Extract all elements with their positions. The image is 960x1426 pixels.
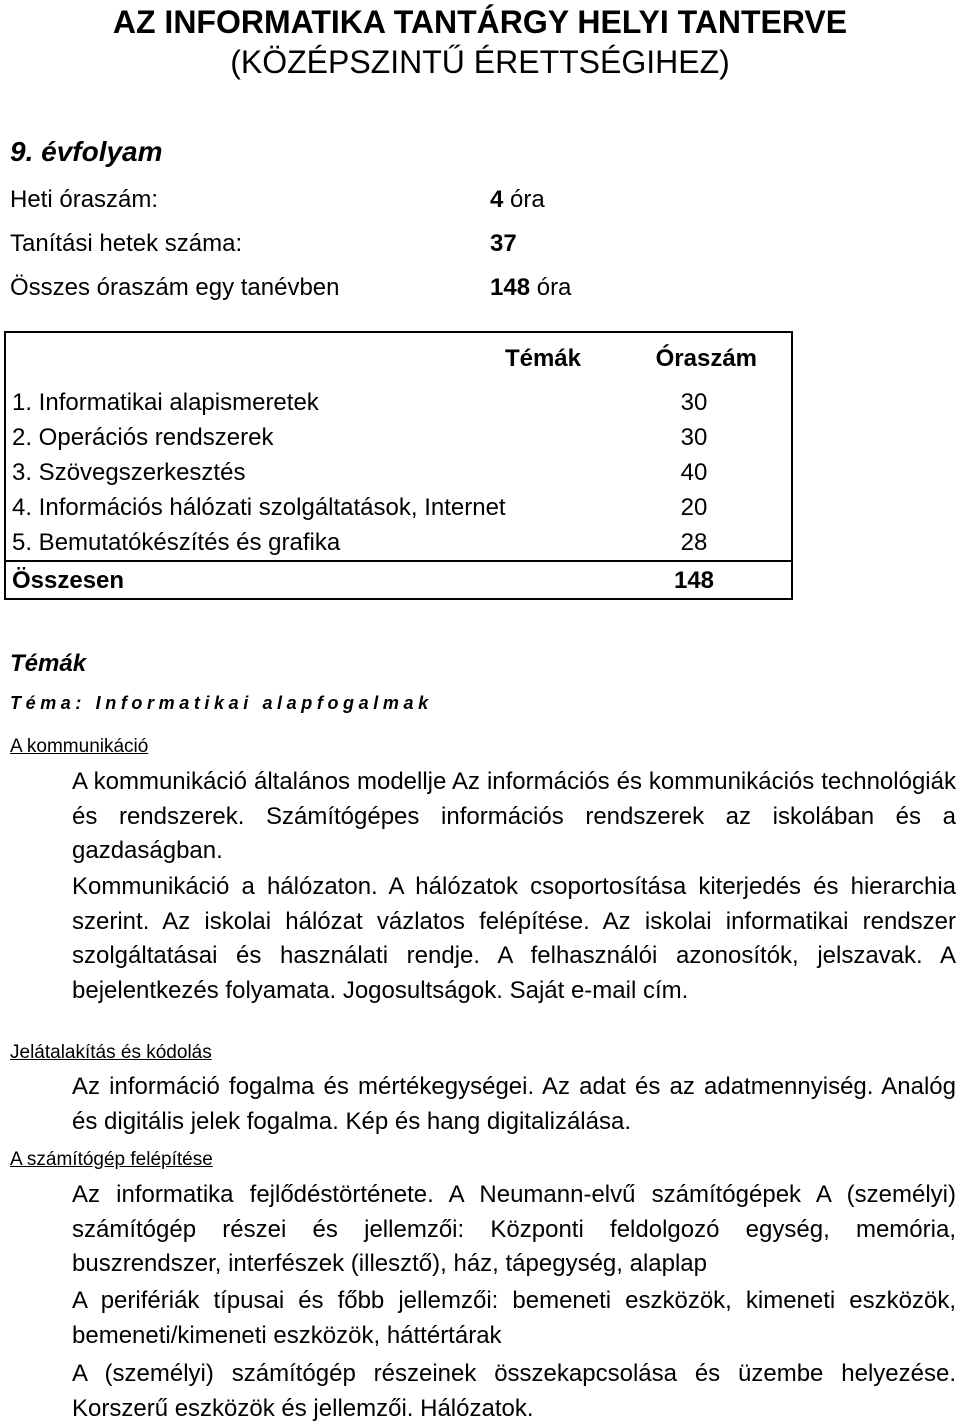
weekly-hours-unit: óra [503, 186, 545, 213]
table-row [5, 490, 792, 525]
table-row [5, 385, 792, 420]
section-heading-communication: A kommunikáció [10, 736, 149, 757]
theme-title: Téma: Informatikai alapfogalmak [10, 693, 433, 713]
row-topic: 3. Szövegszerkesztés [12, 459, 246, 486]
weekly-hours-label: Heti óraszám: [10, 186, 159, 213]
teaching-weeks-label: Tanítási hetek száma: [10, 230, 243, 257]
table-header-row [5, 332, 792, 385]
row-topic: 2. Operációs rendszerek [12, 424, 274, 451]
row-hours: 30 [680, 389, 708, 416]
document-title: AZ INFORMATIKA TANTÁRGY HELYI TANTERVE [112, 4, 848, 40]
topics-heading: Témák [10, 650, 87, 677]
section-heading-encoding: Jelátalakítás és kódolás [10, 1042, 212, 1063]
row-hours: 28 [680, 529, 708, 556]
document-subtitle: (KÖZÉPSZINTŰ ÉRETTSÉGIHEZ) [230, 44, 730, 80]
weekly-hours-value: 4 [490, 186, 504, 213]
table-row [5, 420, 792, 455]
paragraph: A kommunikáció általános modellje Az információs és kommunikációs technológiák és rendszerek. Számítógépes információs rendszerek az iskolában és a gazdaságban. [72, 768, 956, 864]
section-heading-computer-structure: A számítógép felépítése [10, 1149, 213, 1170]
header-topics: Témák [504, 345, 581, 372]
total-hours-row [10, 273, 571, 303]
table-total-row [5, 561, 792, 599]
total-label: Összesen [5, 561, 591, 599]
total-hours-label: Összes óraszám egy tanévben [10, 274, 340, 301]
total-hours-value: 148 [490, 274, 531, 301]
total-value: 148 [591, 561, 792, 599]
teaching-weeks-row [10, 229, 517, 259]
row-topic: 4. Információs hálózati szolgáltatások, Internet [12, 494, 506, 521]
table-row [5, 525, 792, 561]
teaching-weeks-value: 37 [490, 230, 517, 257]
grade-heading: 9. évfolyam [10, 136, 163, 167]
paragraph: Kommunikáció a hálózaton. A hálózatok csoportosítása kiterjedés és hierarchia szerint. Az iskolai hálózat vázlatos felépítése. Az iskolai informatikai rendszer szolgáltatásai és használati rendje. A felhasználói azonosítók, jelszavak. A bejelentkezés folyamata. Jogosultságok. Saját e-mail cím. [72, 873, 956, 1004]
total-hours-unit: óra [530, 274, 572, 301]
weekly-hours-row [10, 185, 545, 215]
row-hours: 40 [680, 459, 708, 486]
header-hours: Óraszám [655, 345, 757, 372]
table-row [5, 455, 792, 490]
paragraph: Az informatika fejlődéstörténete. A Neumann-elvű számítógépek A (személyi) számítógép részei és jellemzői: Központi feldolgozó egység, memória, buszrendszer, interfészek (illesztő), ház, tápegység, alaplap [72, 1181, 956, 1277]
topics-hours-table [4, 331, 793, 600]
paragraph: Az információ fogalma és mértékegységei. Az adat és az adatmennyiség. Analóg és digitális jelek fogalma. Kép és hang digitalizálása. [72, 1073, 956, 1135]
paragraph: A perifériák típusai és főbb jellemzői: bemeneti eszközök, kimeneti eszközök, bemeneti/kimeneti eszközök, háttértárak [72, 1287, 956, 1349]
paragraph: A (személyi) számítógép részeinek összekapcsolása és üzembe helyezése. Korszerű eszközök és jellemzői. Hálózatok. [72, 1360, 956, 1422]
row-topic: 1. Informatikai alapismeretek [12, 389, 319, 416]
row-topic: 5. Bemutatókészítés és grafika [12, 529, 341, 556]
row-hours: 30 [680, 424, 708, 451]
row-hours: 20 [680, 494, 708, 521]
